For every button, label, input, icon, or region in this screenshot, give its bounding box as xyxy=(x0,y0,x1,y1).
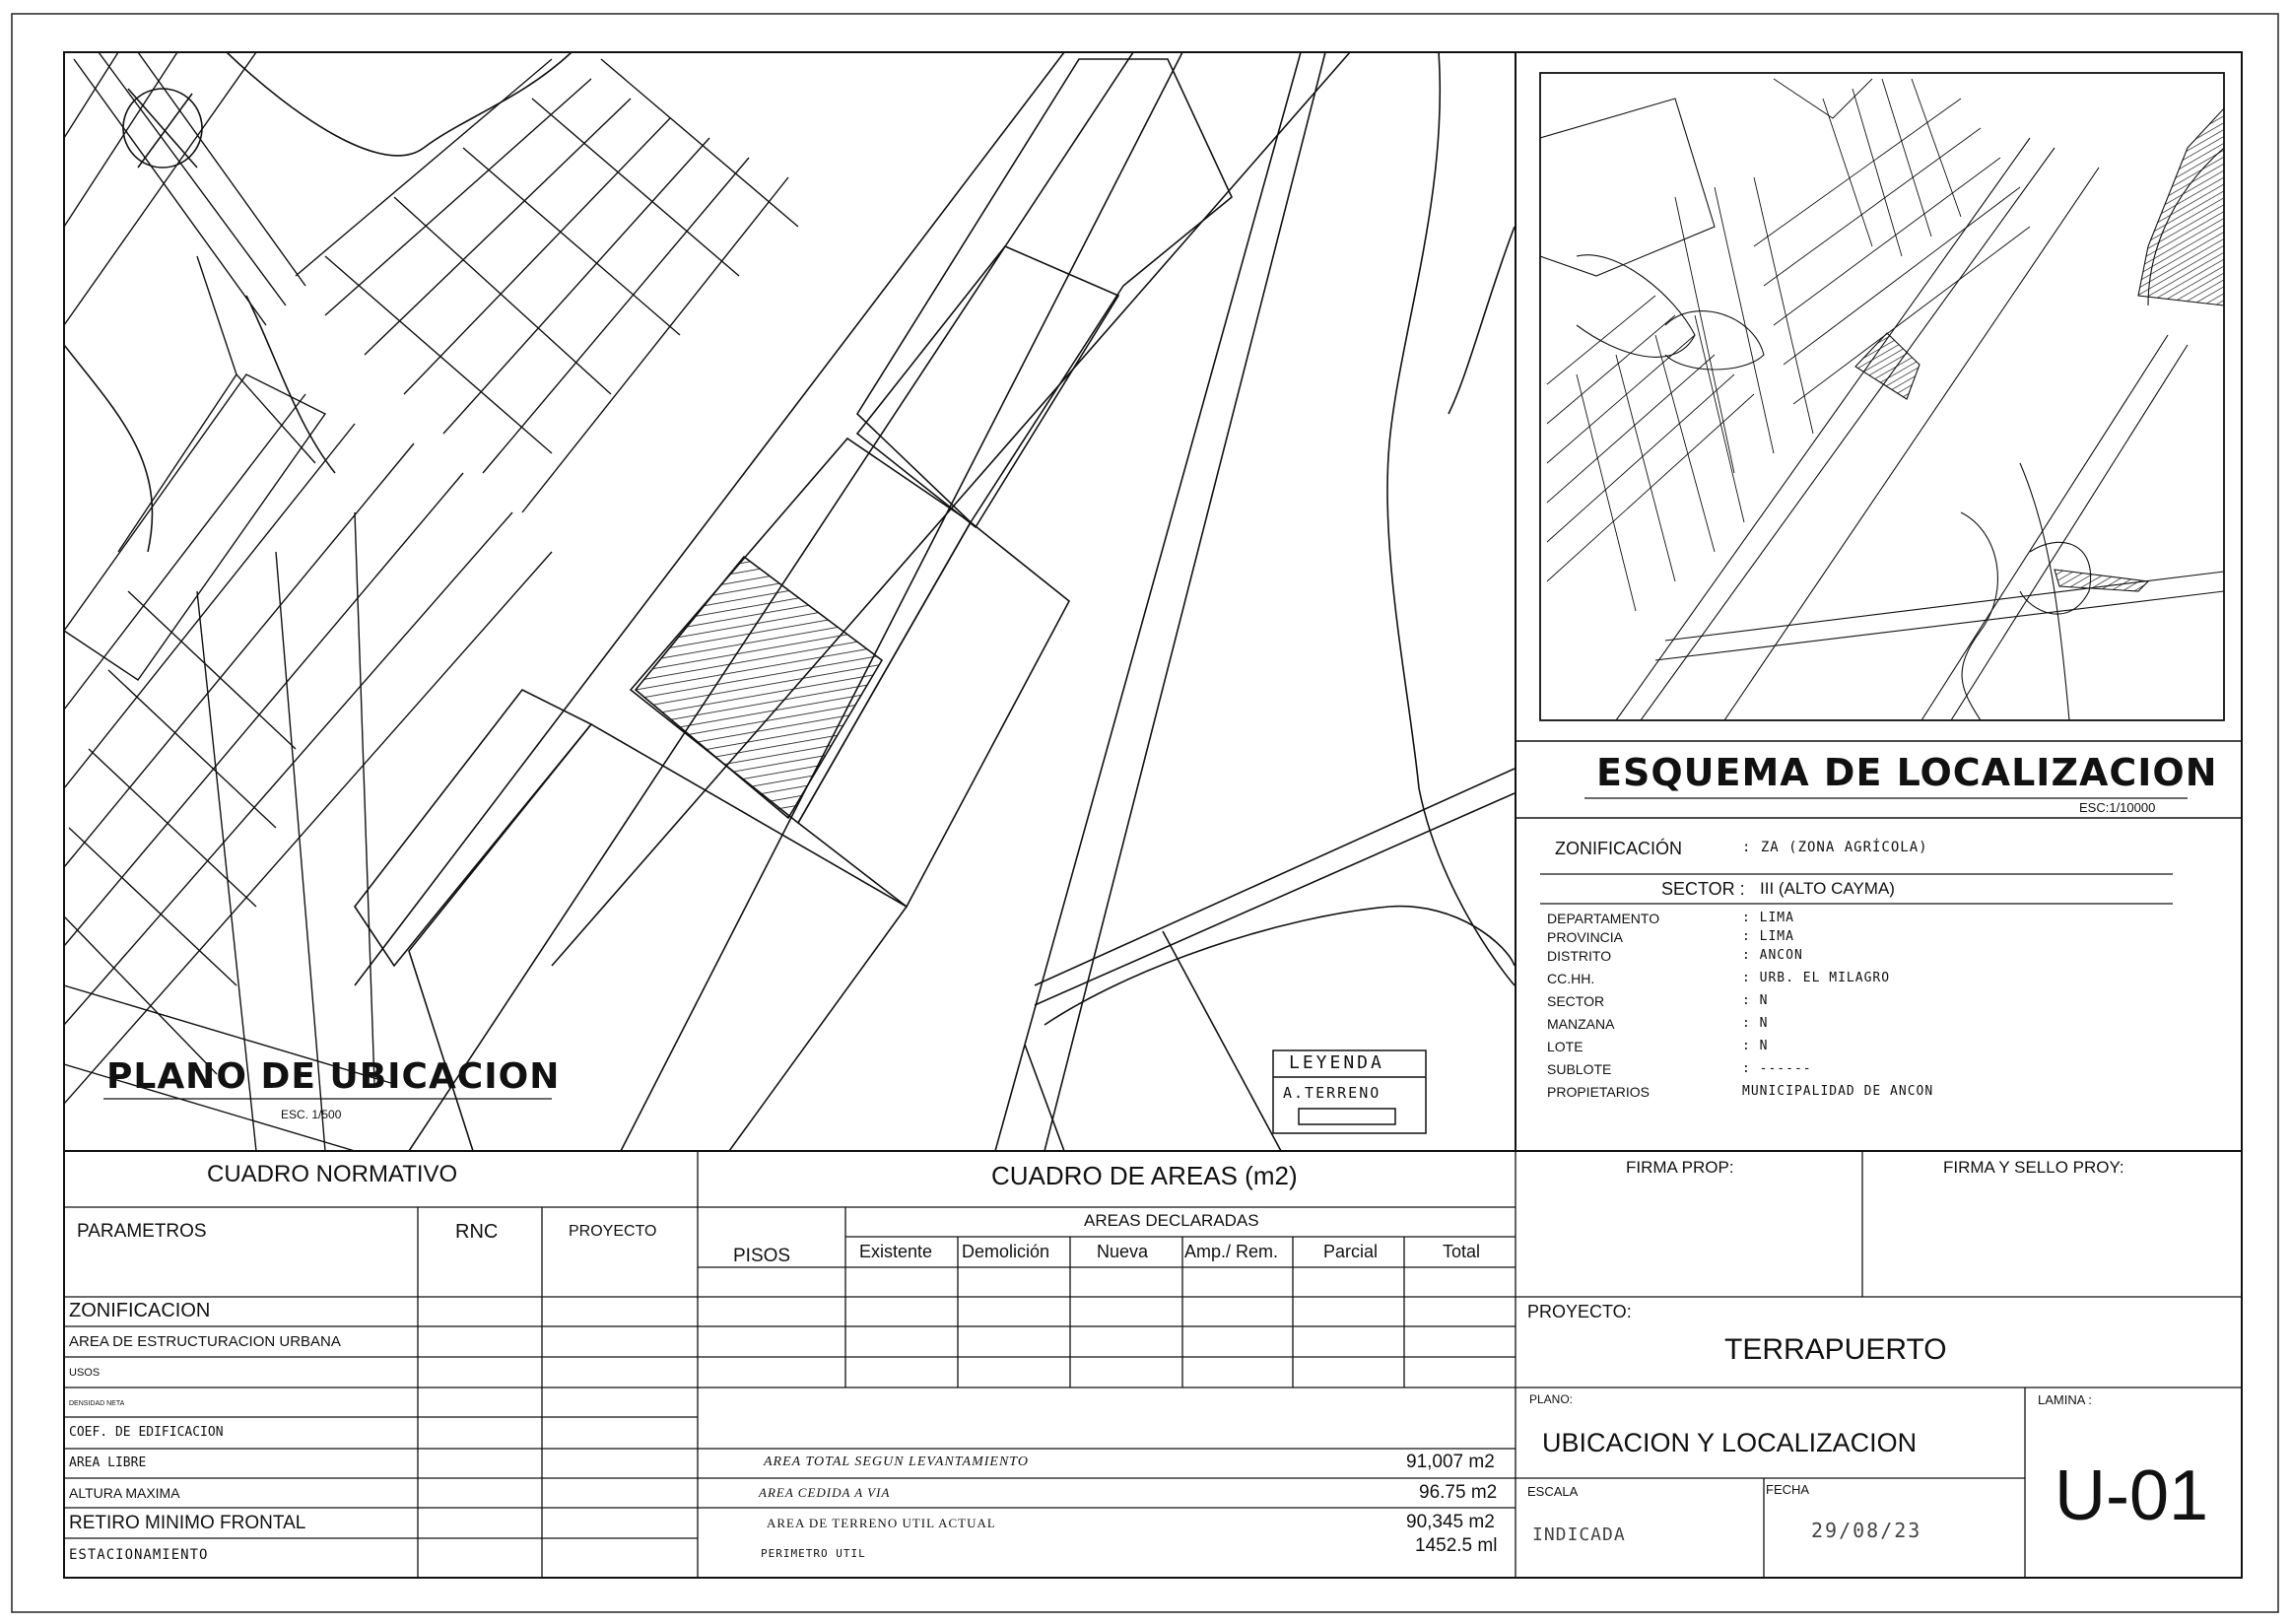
escala-label: ESCALA xyxy=(1527,1484,1579,1499)
plano-value: UBICACION Y LOCALIZACION xyxy=(1542,1428,1918,1457)
location-map xyxy=(1540,79,2224,720)
legend-item-terreno: A.TERRENO xyxy=(1283,1084,1381,1102)
location-value: : ------ xyxy=(1742,1061,1812,1076)
location-info-list xyxy=(1547,912,2178,1108)
summary-value: 91,007 m2 xyxy=(1406,1452,1495,1472)
location-value: : LIMA xyxy=(1742,929,1794,944)
esquema-title: ESQUEMA DE LOCALIZACION xyxy=(1596,751,2218,794)
param-coef-edificacion: COEF. DE EDIFICACION xyxy=(69,1425,224,1440)
param-densidad: DENSIDAD NETA xyxy=(69,1400,125,1407)
location-label: DISTRITO xyxy=(1547,948,1612,964)
location-value: : URB. EL MILAGRO xyxy=(1742,971,1891,985)
param-estacionamiento: ESTACIONAMIENTO xyxy=(69,1547,209,1563)
col-amp-rem: Amp./ Rem. xyxy=(1184,1242,1279,1261)
location-label: PROVINCIA xyxy=(1547,929,1624,945)
summary-label: AREA TOTAL SEGUN LEVANTAMIENTO xyxy=(764,1455,1029,1469)
areas-declaradas-label: AREAS DECLARADAS xyxy=(1084,1211,1259,1230)
summary-value: 1452.5 ml xyxy=(1415,1535,1498,1556)
sector-header-label: SECTOR : xyxy=(1661,879,1745,899)
location-label: DEPARTAMENTO xyxy=(1547,911,1660,926)
location-label: LOTE xyxy=(1547,1039,1583,1054)
location-row xyxy=(1547,1085,2178,1108)
header-proyecto: PROYECTO xyxy=(569,1223,657,1240)
legend-title: LEYENDA xyxy=(1289,1052,1384,1073)
escala-value: INDICADA xyxy=(1532,1524,1626,1545)
location-value: MUNICIPALIDAD DE ANCON xyxy=(1742,1084,1934,1099)
proyecto-value: TERRAPUERTO xyxy=(1724,1333,1947,1366)
pisos-label: PISOS xyxy=(733,1246,791,1266)
param-altura-maxima: ALTURA MAXIMA xyxy=(69,1485,180,1501)
zonificacion-value: : ZA (ZONA AGRÍCOLA) xyxy=(1742,840,1928,855)
summary-value: 96.75 m2 xyxy=(1419,1482,1498,1503)
location-row xyxy=(1547,972,2178,994)
fecha-value: 29/08/23 xyxy=(1811,1519,1922,1542)
location-value: : N xyxy=(1742,1039,1769,1053)
location-label: MANZANA xyxy=(1547,1016,1615,1032)
location-value: : N xyxy=(1742,1016,1769,1031)
summary-label: AREA DE TERRENO UTIL ACTUAL xyxy=(767,1516,996,1530)
col-parcial: Parcial xyxy=(1323,1242,1379,1261)
location-row xyxy=(1547,1062,2178,1085)
col-demolicion: Demolición xyxy=(962,1242,1050,1261)
col-nueva: Nueva xyxy=(1097,1242,1149,1261)
col-total: Total xyxy=(1443,1242,1481,1261)
sector-header-value: III (ALTO CAYMA) xyxy=(1760,879,1895,898)
plano-ubicacion-title: PLANO DE UBICACION xyxy=(106,1056,561,1097)
location-row xyxy=(1547,994,2178,1017)
location-value: : N xyxy=(1742,993,1769,1008)
location-label: PROPIETARIOS xyxy=(1547,1084,1650,1100)
summary-label: AREA CEDIDA A VIA xyxy=(759,1485,891,1500)
lamina-label: LAMINA : xyxy=(2038,1392,2092,1407)
summary-label: PERIMETRO UTIL xyxy=(761,1547,866,1560)
param-area-estructuracion: AREA DE ESTRUCTURACION URBANA xyxy=(69,1333,341,1350)
proyecto-label: PROYECTO: xyxy=(1527,1302,1632,1321)
header-parametros: PARAMETROS xyxy=(77,1221,207,1242)
summary-value: 90,345 m2 xyxy=(1406,1512,1495,1532)
firma-proy-label: FIRMA Y SELLO PROY: xyxy=(1943,1158,2124,1177)
zonificacion-label: ZONIFICACIÓN xyxy=(1555,839,1682,858)
header-rnc: RNC xyxy=(455,1221,499,1243)
location-value: : ANCON xyxy=(1742,948,1803,963)
location-row xyxy=(1547,949,2178,972)
param-area-libre: AREA LIBRE xyxy=(69,1455,147,1470)
param-zonificacion: ZONIFICACION xyxy=(69,1300,211,1321)
param-retiro-frontal: RETIRO MINIMO FRONTAL xyxy=(69,1513,306,1533)
fecha-label: FECHA xyxy=(1766,1482,1810,1497)
location-label: SECTOR xyxy=(1547,993,1605,1009)
plano-label: PLANO: xyxy=(1529,1392,1574,1406)
param-usos: USOS xyxy=(69,1367,101,1379)
firma-prop-label: FIRMA PROP: xyxy=(1626,1158,1734,1177)
location-row xyxy=(1547,930,2178,949)
esquema-scale: ESC:1/10000 xyxy=(2079,800,2156,815)
site-plan-map xyxy=(64,52,1515,1151)
lamina-value: U-01 xyxy=(2055,1456,2209,1535)
location-row xyxy=(1547,912,2178,930)
location-value: : LIMA xyxy=(1742,911,1794,925)
location-label: SUBLOTE xyxy=(1547,1061,1612,1077)
location-row xyxy=(1547,1040,2178,1062)
location-row xyxy=(1547,1017,2178,1040)
cuadro-areas-title: CUADRO DE AREAS (m2) xyxy=(991,1161,1298,1190)
cuadro-normativo-title: CUADRO NORMATIVO xyxy=(207,1161,458,1187)
location-label: CC.HH. xyxy=(1547,971,1595,986)
plano-ubicacion-scale: ESC. 1/500 xyxy=(281,1108,342,1121)
col-existente: Existente xyxy=(859,1242,933,1261)
